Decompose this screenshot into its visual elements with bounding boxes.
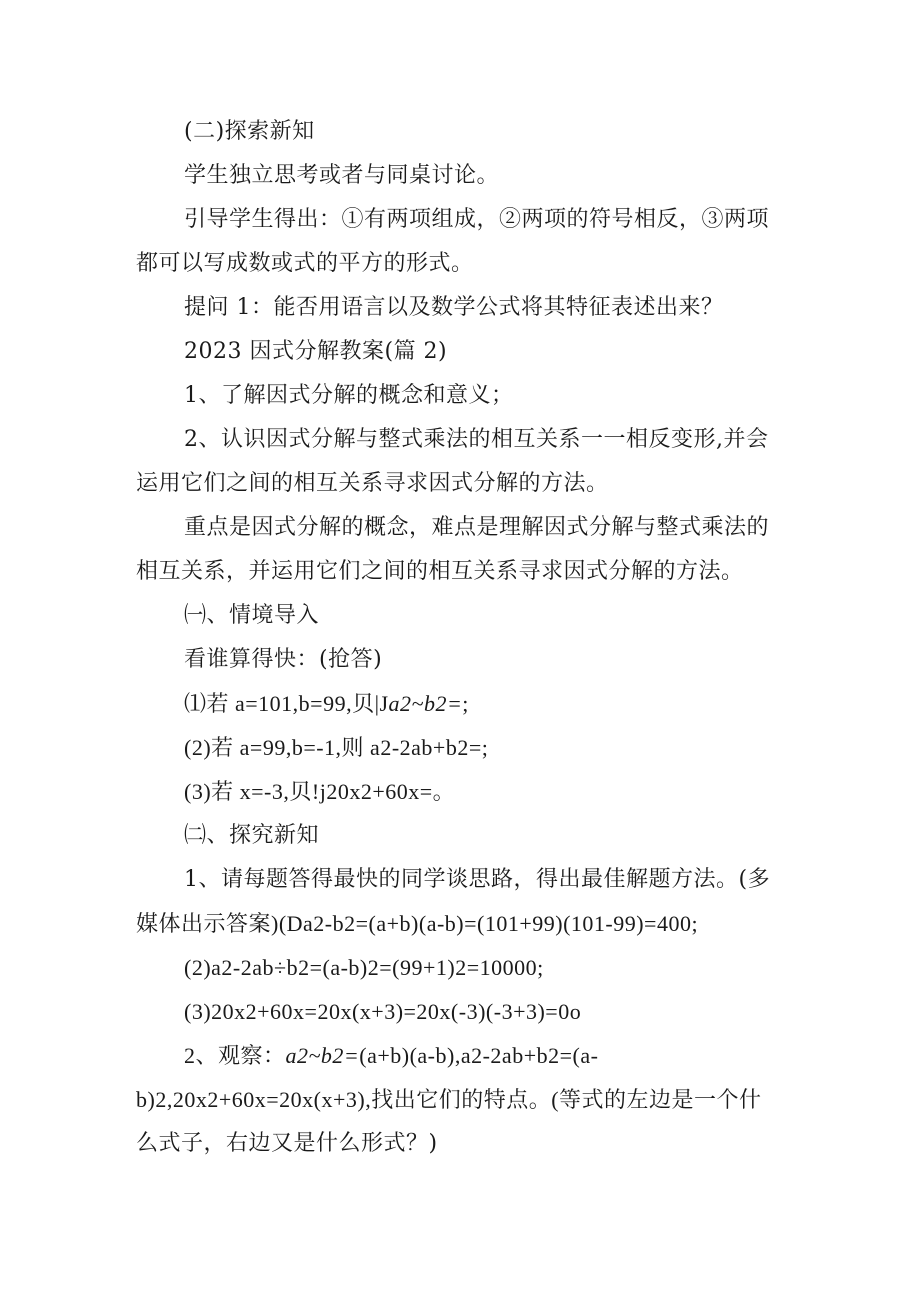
paragraph-line: b)2,20x2+60x=20x(x+3),找出它们的特点。(等式的左边是一个什 [136,1087,762,1112]
quiz-item-1-text: ⑴若 a=101,b=99,贝|J [184,691,389,716]
quiz-item-1-end: ; [462,691,469,716]
paragraph-line: 都可以写成数或式的平方的形式。 [136,251,474,276]
answer-line-3: (3)20x2+60x=20x(x+3)=20x(-3)(-3+3)=0o [184,999,582,1024]
section-heading-intro: ㈠、情境导入 [184,603,320,628]
paragraph-line: 媒体出示答案)(Da2-b2=(a+b)(a-b)=(101+99)(101-99)=400; [136,911,699,936]
paragraph-line: 相互关系，并运用它们之间的相互关系寻求因式分解的方法。 [136,559,744,584]
quiz-item-1 [184,690,469,718]
section-heading-explore: (二)探索新知 [184,119,315,144]
quiz-item-1-formula: a2~b2= [388,691,463,716]
paragraph-line: 1、了解因式分解的概念和意义； [184,383,514,408]
paragraph-line: 运用它们之间的相互关系寻求因式分解的方法。 [136,471,609,496]
paragraph-line: 引导学生得出：①有两项组成，②两项的符号相反，③两项 [184,207,770,232]
quiz-item-2: (2)若 a=99,b=-1,则 a2-2ab+b2=; [184,735,489,760]
quiz-item-3: (3)若 x=-3,贝!j20x2+60x=。 [184,779,456,804]
paragraph-line: 提问 1：能否用语言以及数学公式将其特征表述出来？ [184,295,724,320]
paragraph-line: 看谁算得快：(抢答) [184,647,383,672]
observe-label: 2、观察： [184,1043,286,1068]
paragraph-line: 1、请每题答得最快的同学谈思路，得出最佳解题方法。(多 [184,867,771,892]
observe-line [184,1042,598,1070]
answer-line-2: (2)a2-2ab÷b2=(a-b)2=(99+1)2=10000; [184,955,544,980]
paragraph-line: 么式子，右边又是什么形式？) [136,1131,438,1156]
document-subtitle: 2023 因式分解教案(篇 2) [184,339,448,364]
paragraph-line: 学生独立思考或者与同桌讨论。 [184,163,500,188]
observe-formula: a2~b2= [285,1043,360,1068]
observe-rest: (a+b)(a-b),a2-2ab+b2=(a- [359,1043,599,1068]
paragraph-line: 2、认识因式分解与整式乘法的相互关系一一相反变形,并会 [184,427,769,452]
section-heading-research: ㈡、探究新知 [184,823,320,848]
paragraph-line: 重点是因式分解的概念，难点是理解因式分解与整式乘法的 [184,515,770,540]
